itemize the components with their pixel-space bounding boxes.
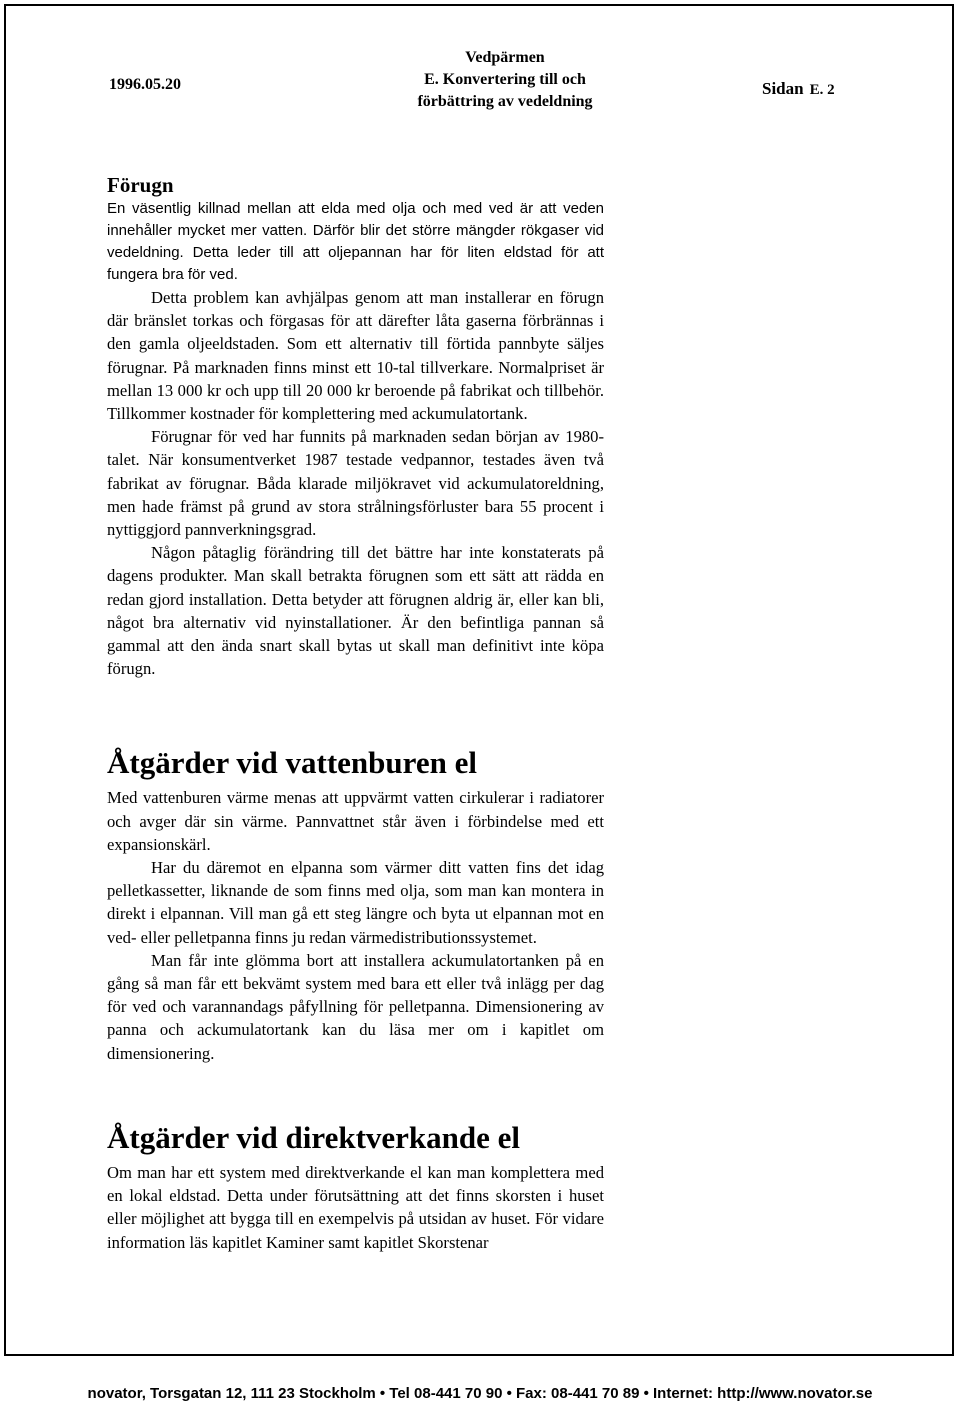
paragraph: Man får inte glömma bort att installera ackumulatortanken på en gång så man får ett bekvämt system med bara ett eller två inlägg per dag för ved och varannandags påfyllning för pelletpanna. Dimensionering av panna och ackumulatortank kan du läsa mer om i kapitlet om dimensionering. (107, 950, 604, 1063)
paragraph: Med vattenburen värme menas att uppvärmt vatten cirkulerar i radiatorer och avger där sin värme. Pannvattnet står även i förbindelse med ett expansionskärl. (107, 788, 604, 854)
chapter-title-line1: E. Konvertering till och (424, 71, 586, 88)
paragraph: Detta problem kan avhjälpas genom att man installerar en förugn där bränslet torkas och förgasas för att därefter låta gaserna förbrännas i den gamla oljeeldstaden. Som ett alternativ till förtida pannbyte säljes förugnar. På marknaden finns minst ett 10-tal tillverkare. Normalpriset är mellan 13 000 kr och upp till 20 000 kr beroende på fabrikat och tillbehör. Tillkommer kostnader för komplettering med ackumulatortank. (107, 288, 604, 424)
main-content (107, 172, 604, 1254)
heading-forugn: Förugn (107, 173, 174, 197)
paragraph: Har du däremot en elpanna som värmer ditt vatten fins det idag pelletkassetter, liknande de som finns med olja, som man kan montera in direkt i elpannan. Vill man gå ett steg längre och byta ut elpannan mot en ved- eller pelletpanna finns ju redan värmedistributionssystemet. (107, 858, 604, 947)
paragraph: Förugnar för ved har funnits på marknaden sedan början av 1980-talet. När konsumentverket 1987 testade vedpannor, testades även två fabrikat av förugnar. Båda klarade miljökravet vid ackumulatoreldning, men hade främst på grund av stora strålningsförluster bara 55 procent i nyttiggjord pannverkningsgrad. (107, 427, 604, 540)
header-date: 1996.05.20 (109, 76, 181, 93)
header-chapter (380, 47, 630, 113)
binder-title: Vedpärmen (465, 49, 545, 66)
heading-vattenburen-el: Åtgärder vid vattenburen el (107, 745, 477, 781)
heading-direktverkande-el: Åtgärder vid direktverkande el (107, 1119, 521, 1155)
page-number (762, 78, 835, 101)
paragraph: En väsentlig killnad mellan att elda med olja och med ved är att veden innehåller mycket mer vatten. Därför blir det större mängder rökgaser vid vedeldning. Detta leder till att oljepannan har för liten eldstad för att fungera bra för ved. (107, 200, 604, 283)
chapter-title-line2: förbättring av vedeldning (417, 93, 593, 110)
page-prefix: Sidan (762, 79, 804, 98)
footer-contact: novator, Torsgatan 12, 111 23 Stockholm • Tel 08-441 70 90 • Fax: 08-441 70 89 • Internet: http://www.novator.se (87, 1385, 873, 1402)
paragraph: Om man har ett system med direktverkande el kan man komplettera med en lokal eldstad. Detta under förutsättning att det finns skorsten i huset eller möjlighet att bygga till en exempelvis på utsidan av huset. För vidare information läs kapitlet Kaminer samt kapitlet Skorstenar (107, 1162, 604, 1252)
paragraph: Någon påtaglig förändring till det bättre har inte konstaterats på dagens produkter. Man skall betrakta förugnen som ett sätt att rädda en redan gjord installation. Detta betyder att förugnen aldrig är, eller kan bli, något bra alternativ vid nyinstallationer. Är den befintliga pannan så gammal att den ända snart skall bytas ut skall man definitivt inte köpa förugn. (107, 543, 604, 679)
page-number-value: E. 2 (809, 82, 835, 98)
